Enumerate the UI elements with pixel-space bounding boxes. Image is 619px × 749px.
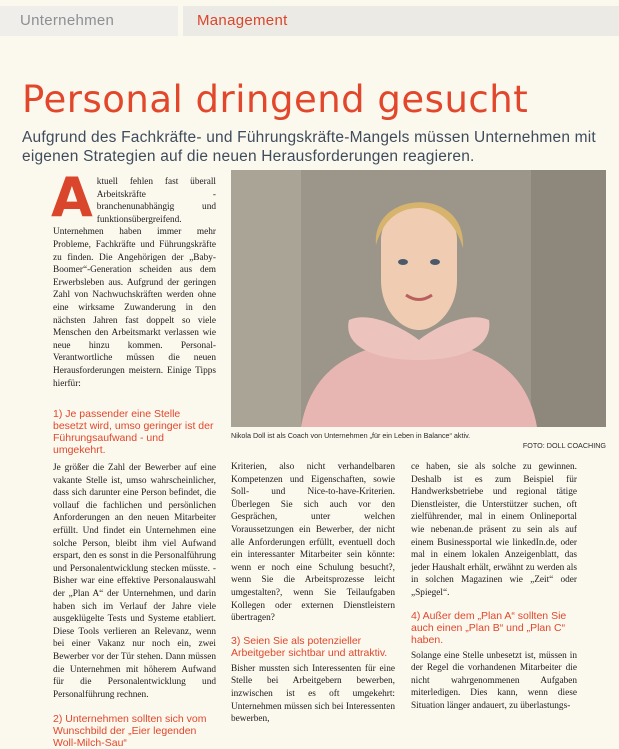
column-two — [231, 461, 395, 726]
tip3-body: Bisher mussten sich Interessenten für eine Stelle bei Arbeitgebern bewerben, inzwischen ist es oft umgekehrt: Unternehmen müssen sich bei Interessenten bewerben, — [231, 663, 395, 725]
section-header — [0, 0, 619, 42]
photo-credit: FOTO: DOLL COACHING — [522, 441, 606, 450]
section-tab-unternehmen — [0, 6, 178, 36]
tip2-heading: 2) Unternehmen sollten sich vom Wunschbild der „Eier legenden Woll-Milch-Sau“ — [53, 713, 207, 749]
drop-cap: A — [51, 166, 93, 229]
tip1-heading: 1) Je passender eine Stelle besetzt wird, umso geringer ist der Führungsaufwand - und umgekehrt. — [53, 408, 214, 456]
tip3-heading: 3) Seien Sie als potenzieller Arbeitgeber sichtbar und attraktiv. — [231, 634, 388, 659]
portrait-photo — [231, 170, 606, 427]
tip4-body: Solange eine Stelle unbesetzt ist, müssen in der Regel die vorhandenen Mitarbeiter die nicht wahrgenommenen Aufgaben miterledigen. Dies kann, wenn diese Situation länger andauert, zu überlastungs- — [411, 650, 577, 711]
caption-text: Nikola Doll ist als Coach von Unternehmen „für ein Leben in Balance“ aktiv. — [231, 431, 471, 440]
intro-text: ktuell fehlen fast überall Arbeitskräfte - branchenunabhängig und funktionsübergreifend. Unternehmen haben immer mehr Probleme, Fachkräfte und Führungskräfte zu finden. Die Angehörigen der „Baby-Boomer“-Generation scheiden aus dem Erwerbsleben aus. Aufgrund der geringen Zahl von Nachwuchskräften werden ohne eine wirksame Zuwanderung in den nächsten Jahren fast doppelt so viele Menschen den Arbeitsmarkt verlassen wie neue hinzu kommen. Personal-Verantwortliche müssen die neuen Herausforderungen meistern. Einige Tipps hierfür: — [53, 177, 216, 389]
article-title: Personal dringend gesucht — [22, 78, 529, 121]
intro-column — [51, 166, 216, 390]
section-label-left: Unternehmen — [20, 12, 115, 29]
tip1-body: Je größer die Zahl der Bewerber auf eine vakante Stelle ist, umso wahrscheinlicher, dass sich darunter eine Person befindet, die vollauf die fachlichen und persönlichen Anforderungen an den neuen Mitarbeiter erfüllt. Und findet ein Unternehmen eine solche Person, bleibt ihm viel Aufwand erspart, den es sonst in die Personalführung und Personalentwicklung stecken müsste. - Bisher war eine effektive Personalauswahl der „Plan A“ der Unternehmen, und darin haben sich im Verlauf der Jahre viele ausgeklügelte Tests und Systeme etabliert. Diese Tools verlieren an Relevanz, wenn bei einer Vakanz nur noch ein, zwei Bewerber vor der Tür stehen. Dann müssen die Unternehmen mit höherem Aufwand für die Personalentwicklung und Personalführung rechnen. — [53, 463, 216, 700]
column-one-lower — [53, 408, 216, 749]
section-tab-management — [183, 6, 619, 36]
section-label-right: Management — [197, 12, 288, 29]
column-three-text: ce haben, sie als solche zu gewinnen. Deshalb ist es zum Beispiel für Handwerksbetriebe und regional tätige Dienstleister, die Unterstützer suchen, oft zielführender, mal in einem Onlineportal wie nebenan.de präsent zu sein als auf einem Businessportal wie linkedIn.de, oder mal in einem lokalen Anzeigenblatt, das jeder Haushalt erhält, erwähnt zu werden als in solchen Magazinen wie „Zeit“ oder „Spiegel“. — [411, 462, 577, 598]
article-lead: Aufgrund des Fachkräfte- und Führungskräfte-Mangels müssen Unternehmen mit eigenen Strategien auf die neuen Herausforderungen reagieren. — [22, 129, 596, 165]
tip4-heading: 4) Außer dem „Plan A“ sollten Sie auch einen „Plan B“ und „Plan C“ haben. — [411, 609, 567, 646]
column-two-text: Kriterien, also nicht verhandelbaren Kompetenzen und Eigenschaften, sowie Soll- und Nice-to-have-Kriterien. Überlegen Sie sich auch vor den Gesprächen, unter welchen Voraussetzungen ein Bewerber, der nicht alle Anforderungen erfüllt, eventuell doch ein interessanter Mitarbeiter sein könnte: wenn er noch eine Schulung besucht?, wenn Sie die Arbeitsprozesse leicht umgestalten?, wenn Sie Teilaufgaben Kollegen oder externen Dienstleistern übertragen? — [231, 462, 395, 624]
column-three — [411, 461, 577, 713]
portrait-illustration — [231, 170, 606, 427]
photo-caption — [231, 431, 606, 451]
